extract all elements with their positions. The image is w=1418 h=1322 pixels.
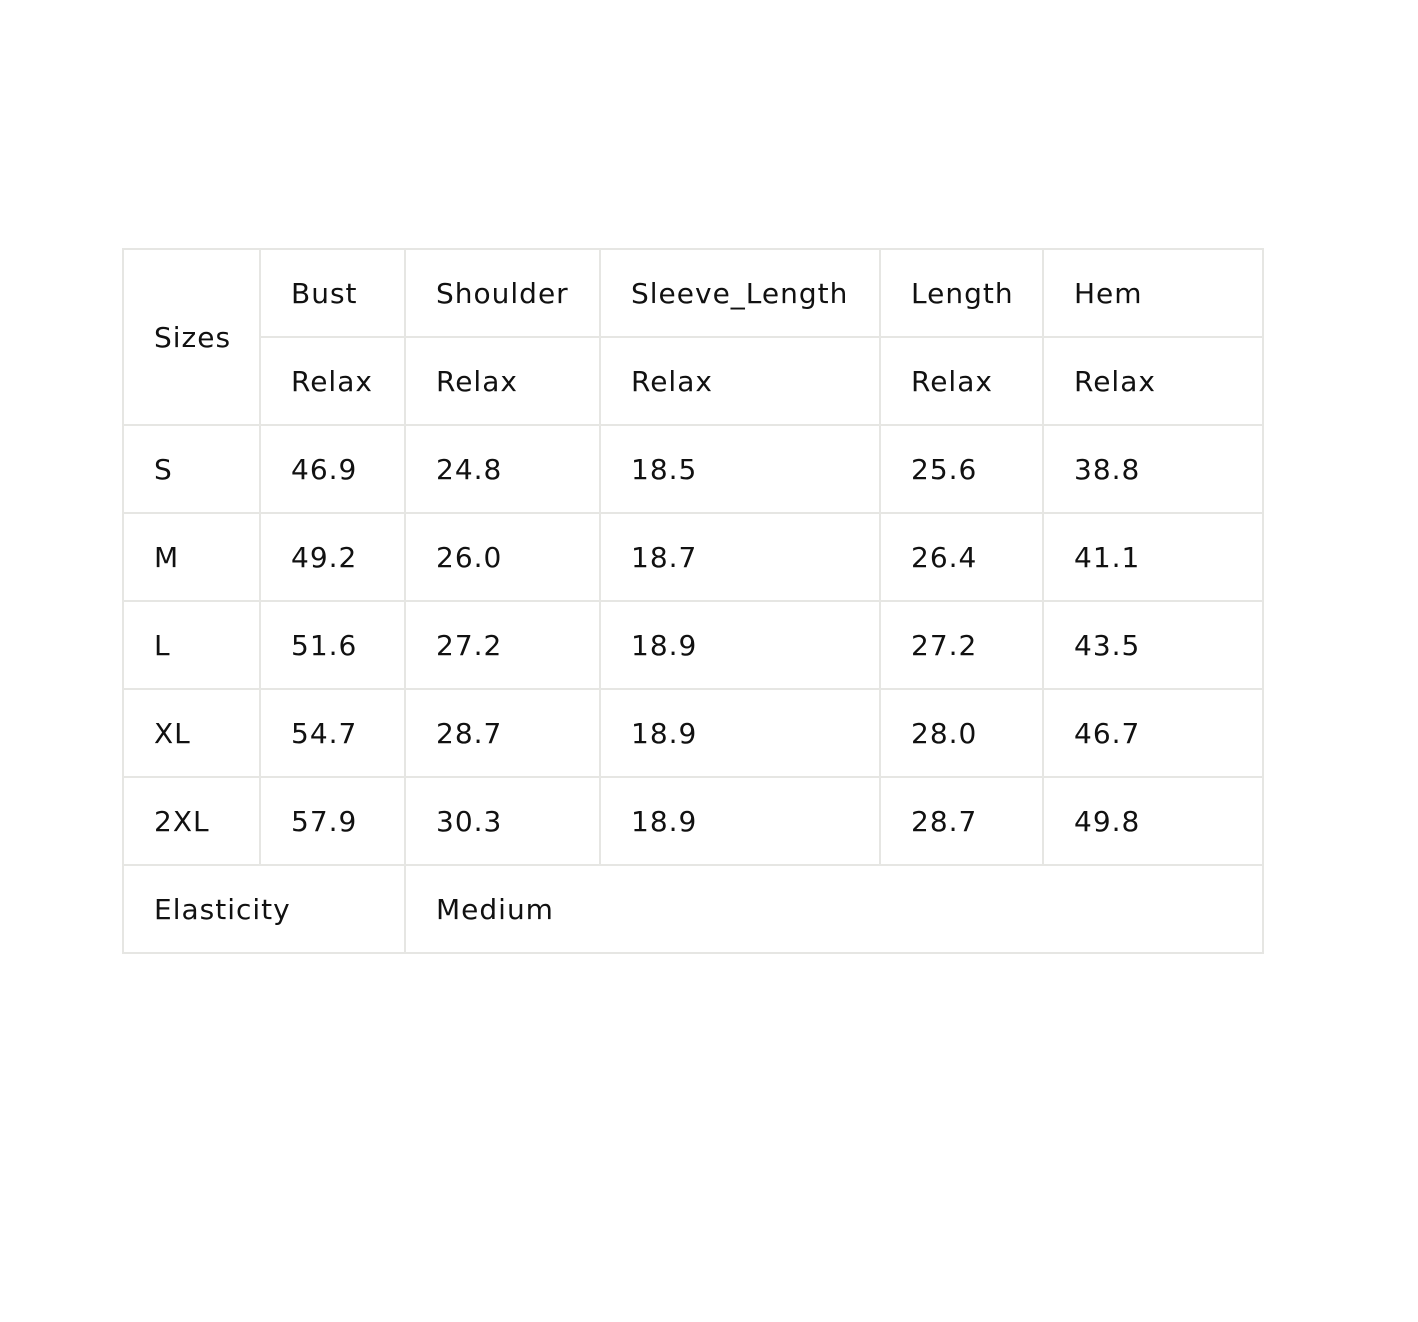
subheader-length: Relax — [880, 337, 1043, 425]
sizes-header: Sizes — [123, 249, 260, 425]
value-cell: 18.9 — [600, 777, 880, 865]
column-header-length: Length — [880, 249, 1043, 337]
value-cell: 26.4 — [880, 513, 1043, 601]
value-cell: 49.2 — [260, 513, 405, 601]
value-cell: 43.5 — [1043, 601, 1263, 689]
column-header-shoulder: Shoulder — [405, 249, 600, 337]
value-cell: 41.1 — [1043, 513, 1263, 601]
size-cell: M — [123, 513, 260, 601]
subheader-row — [123, 337, 1263, 425]
elasticity-label: Elasticity — [123, 865, 405, 953]
value-cell: 51.6 — [260, 601, 405, 689]
value-cell: 25.6 — [880, 425, 1043, 513]
value-cell: 46.9 — [260, 425, 405, 513]
value-cell: 28.7 — [405, 689, 600, 777]
table-row — [123, 513, 1263, 601]
value-cell: 27.2 — [405, 601, 600, 689]
value-cell: 18.9 — [600, 689, 880, 777]
size-cell: XL — [123, 689, 260, 777]
value-cell: 57.9 — [260, 777, 405, 865]
size-cell: S — [123, 425, 260, 513]
subheader-shoulder: Relax — [405, 337, 600, 425]
value-cell: 24.8 — [405, 425, 600, 513]
elasticity-value: Medium — [405, 865, 1263, 953]
value-cell: 27.2 — [880, 601, 1043, 689]
value-cell: 38.8 — [1043, 425, 1263, 513]
value-cell: 18.5 — [600, 425, 880, 513]
table-row — [123, 777, 1263, 865]
subheader-sleeve-length: Relax — [600, 337, 880, 425]
value-cell: 28.0 — [880, 689, 1043, 777]
column-header-hem: Hem — [1043, 249, 1263, 337]
size-cell: L — [123, 601, 260, 689]
size-chart-table — [122, 248, 1264, 954]
column-header-bust: Bust — [260, 249, 405, 337]
subheader-bust: Relax — [260, 337, 405, 425]
value-cell: 28.7 — [880, 777, 1043, 865]
value-cell: 18.9 — [600, 601, 880, 689]
table-row — [123, 425, 1263, 513]
size-chart-container — [122, 248, 1156, 954]
subheader-hem: Relax — [1043, 337, 1263, 425]
header-row — [123, 249, 1263, 337]
value-cell: 30.3 — [405, 777, 600, 865]
table-row — [123, 689, 1263, 777]
table-row — [123, 601, 1263, 689]
elasticity-row — [123, 865, 1263, 953]
value-cell: 46.7 — [1043, 689, 1263, 777]
value-cell: 49.8 — [1043, 777, 1263, 865]
value-cell: 26.0 — [405, 513, 600, 601]
column-header-sleeve-length: Sleeve_Length — [600, 249, 880, 337]
value-cell: 54.7 — [260, 689, 405, 777]
size-cell: 2XL — [123, 777, 260, 865]
value-cell: 18.7 — [600, 513, 880, 601]
